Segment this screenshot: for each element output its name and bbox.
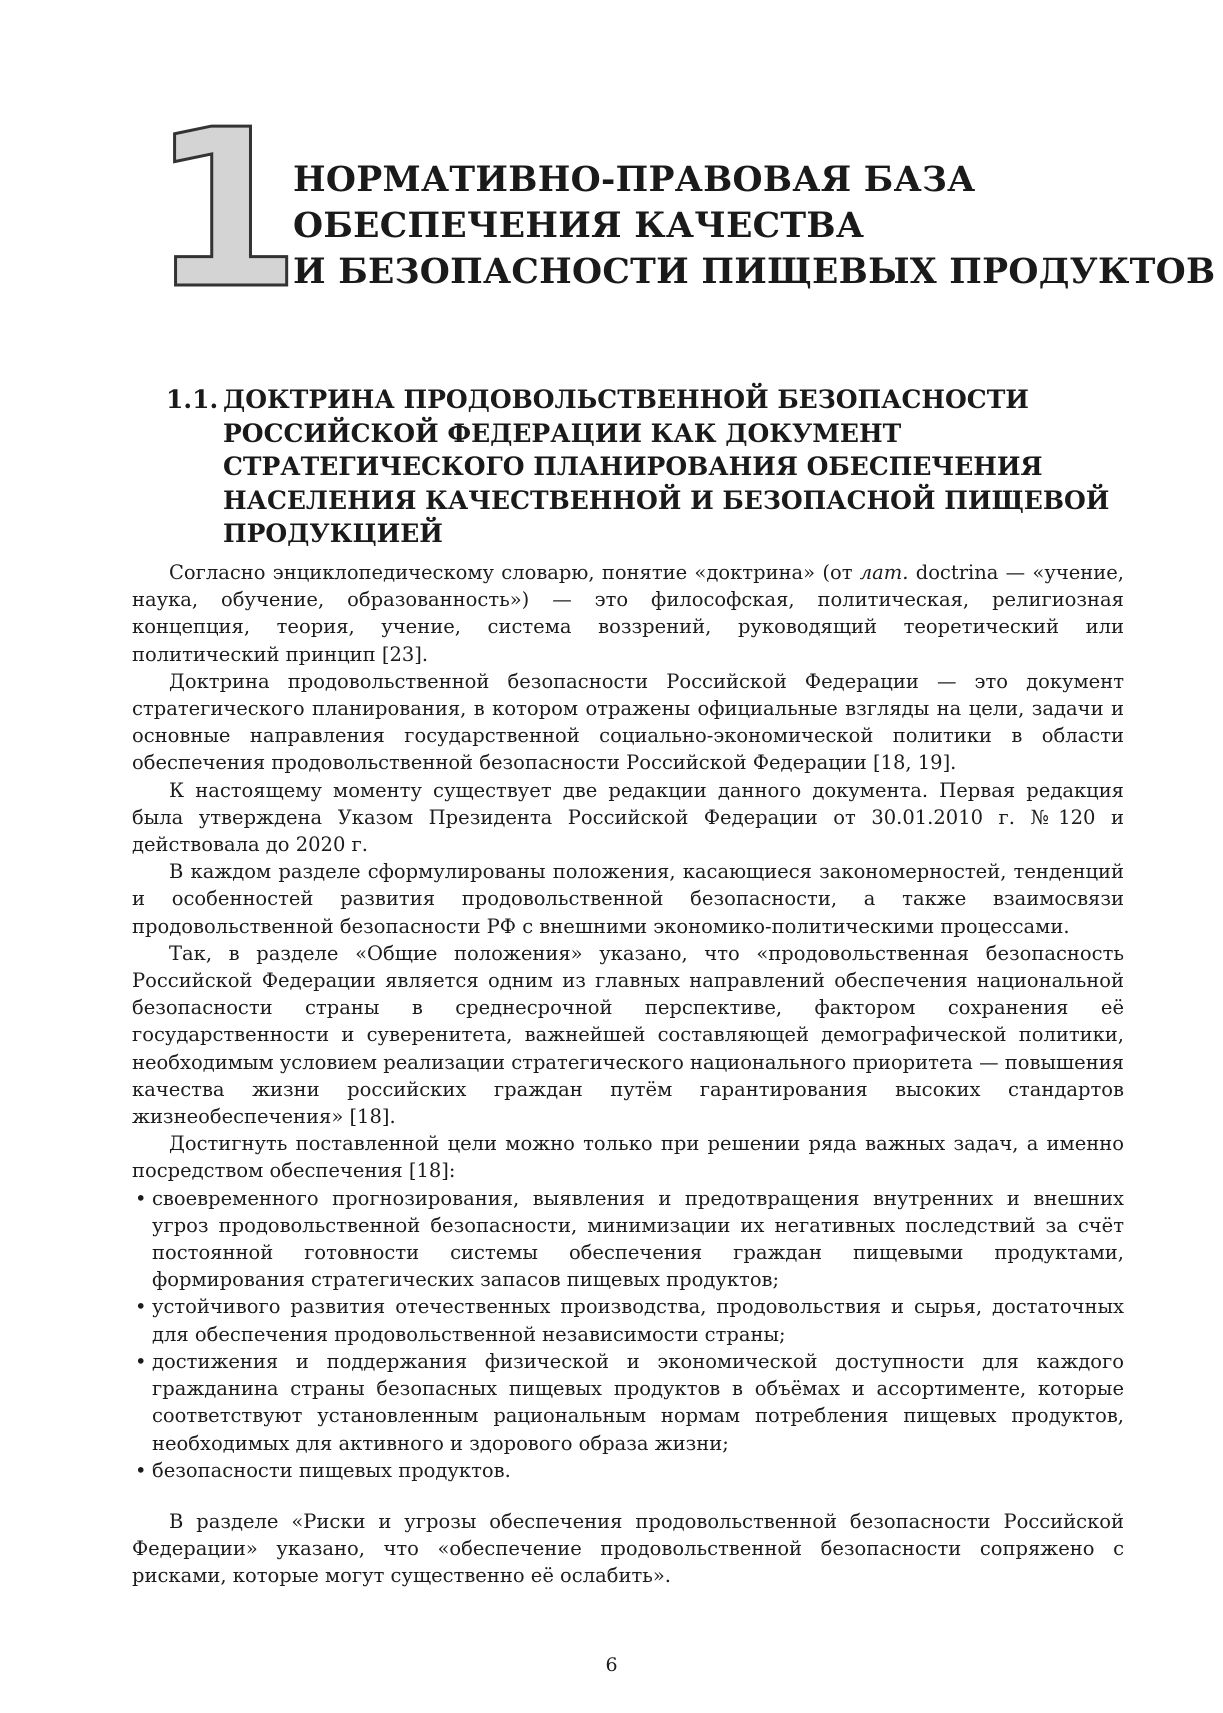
- paragraph: В разделе «Риски и угрозы обеспечения продовольственной безопасности Российской Федерации» указано, что «обеспечение продовольственной безопасности сопряжено с рисками, которые могут существенно её ослабить».: [132, 1509, 1124, 1588]
- paragraph: В каждом разделе сформулированы положения, касающиеся закономерностей, тенденций и особенностей развития продовольственной безопасности, а также взаимосвязи продовольственной безопасности РФ с внешними экономико-политическими процессами.: [132, 860, 1124, 938]
- paragraph: К настоящему моменту существует две редакции данного документа. Первая редакция была утверждена Указом Президента Российской Федерации от 30.01.2010 г. №120 и действовала до 2020 г.: [132, 778, 1124, 857]
- bullet-icon: •: [135, 1186, 147, 1210]
- list-item: • устойчивого развития отечественных производства, продовольствия и сырья, достаточных для обеспечения продовольственной независимости страны;: [135, 1295, 1124, 1346]
- paragraph: Достигнуть поставленной цели можно только при решении ряда важных задач, а именно посредством обеспечения [18]:: [132, 1132, 1124, 1183]
- list-item: • своевременного прогнозирования, выявления и предотвращения внутренних и внешних угроз продовольственной безопасности, минимизации их негативных последствий за счёт постоянной готовности системы обеспечения граждан пищевыми продуктами, формирования стратегических запасов пищевых продуктов;: [135, 1186, 1124, 1292]
- section-title-line: РОССИЙСКОЙ ФЕДЕРАЦИИ КАК ДОКУМЕНТ: [223, 418, 902, 448]
- section-number: 1.1.: [166, 385, 219, 414]
- chapter-title: [293, 157, 1216, 295]
- chapter-title-line: НОРМАТИВНО-ПРАВОВАЯ БАЗА: [293, 160, 976, 200]
- bullet-icon: •: [135, 1295, 147, 1319]
- italic-abbreviation: лат.: [859, 561, 909, 584]
- bullet-icon: •: [135, 1458, 147, 1482]
- section-title-line: СТРАТЕГИЧЕСКОГО ПЛАНИРОВАНИЯ ОБЕСПЕЧЕНИЯ: [223, 452, 1043, 481]
- list-item: • безопасности пищевых продуктов.: [118, 1457, 1124, 1484]
- body-text: [132, 559, 1124, 1590]
- section-title-line: ПРОДУКЦИЕЙ: [223, 519, 443, 548]
- list-item: • достижения и поддержания физической и экономической доступности для каждого гражданина страны безопасных пищевых продуктов в объёмах и ассортименте, которые соответствуют установленным рациональным нормам потребления пищевых продуктов, необходимых для активного и здорового образа жизни;: [135, 1349, 1124, 1455]
- bullet-list: [132, 1185, 1124, 1484]
- page-number: 6: [605, 1654, 618, 1676]
- section-heading: [166, 383, 1126, 551]
- chapter-title-line: ОБЕСПЕЧЕНИЯ КАЧЕСТВА: [293, 206, 865, 246]
- paragraph: Согласно энциклопедическому словарю, понятие «доктрина» (от лат. doctrina — «учение, наука, обучение, образованность») — это философская, политическая, религиозная концепция, теория, учение, система воззрений, руководящий теоретический или политический принцип [23].: [132, 561, 1124, 666]
- chapter-number: 1: [150, 84, 302, 337]
- paragraph: Доктрина продовольственной безопасности Российской Федерации — это документ стратегического планирования, в котором отражены официальные взгляды на цели, задачи и основные направления государственной социально-экономической политики в области обеспечения продовольственной безопасности Российской Федерации [18, 19].: [132, 669, 1124, 775]
- section-title-line: НАСЕЛЕНИЯ КАЧЕСТВЕННОЙ И БЕЗОПАСНОЙ ПИЩЕВОЙ: [223, 485, 1110, 515]
- spacer: [132, 1484, 1124, 1508]
- bullet-icon: •: [135, 1349, 147, 1373]
- chapter-title-line: И БЕЗОПАСНОСТИ ПИЩЕВЫХ ПРОДУКТОВ: [293, 252, 1216, 292]
- section-title-line: ДОКТРИНА ПРОДОВОЛЬСТВЕННОЙ БЕЗОПАСНОСТИ: [223, 385, 1029, 414]
- paragraph: Так, в разделе «Общие положения» указано, что «продовольственная безопасность Российской Федерации является одним из главных направлений обеспечения национальной безопасности страны в среднесрочной перспективе, фактором сохранения её государственности и суверенитета, важнейшей составляющей демографической политики, необходимым условием реализации стратегического национального приоритета — повышения качества жизни российских граждан путём гарантирования высоких стандартов жизнеобеспечения» [18].: [132, 941, 1124, 1129]
